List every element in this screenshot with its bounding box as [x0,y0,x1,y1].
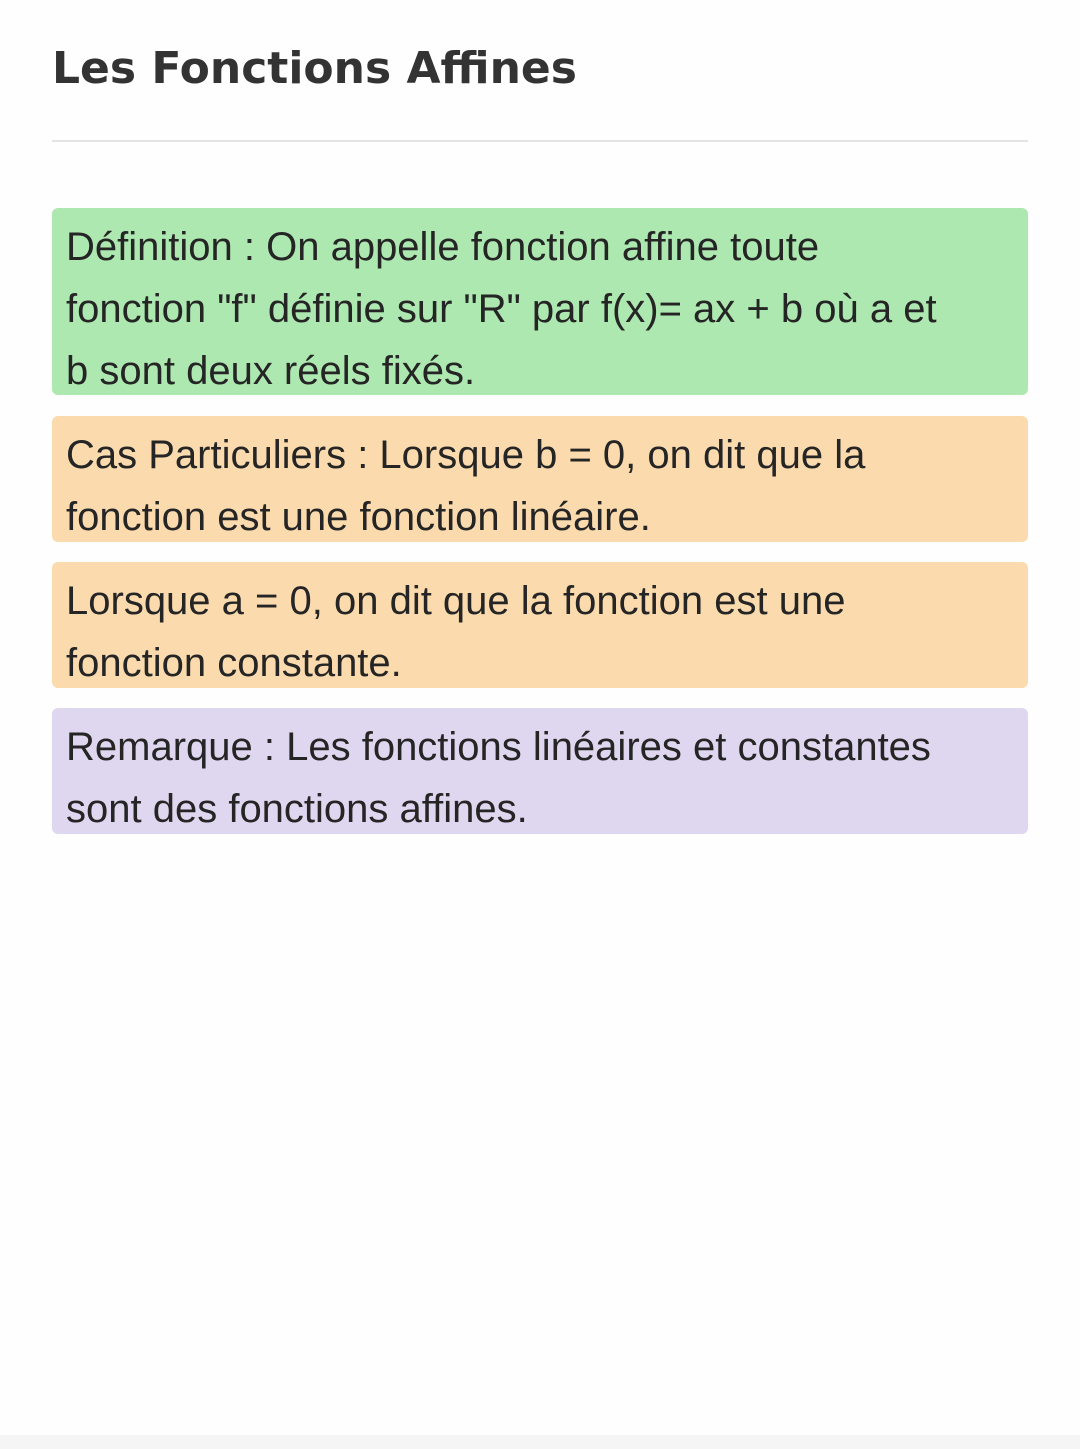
cas-constante-line: Lorsque a = 0, on dit que la fonction est une [66,579,846,623]
remarque-line: Remarque : Les fonctions linéaires et constantes [66,725,931,769]
title-divider [52,140,1028,142]
definition-line: b sont deux réels fixés. [66,349,476,393]
page-title: Les Fonctions Affines [52,43,577,94]
cas-particuliers-line: fonction est une fonction linéaire. [66,495,651,539]
remarque-block [52,708,1028,834]
definition-line: Définition : On appelle fonction affine toute [66,225,820,269]
cas-particuliers-line: Cas Particuliers : Lorsque b = 0, on dit que la [66,433,866,477]
bottom-edge [0,1435,1080,1449]
cas-constante-line: fonction constante. [66,641,402,685]
definition-block [52,208,1028,395]
cas-particuliers-block [52,416,1028,542]
definition-line: fonction "f" définie sur "R" par f(x)= ax + b où a et [66,287,937,331]
remarque-line: sont des fonctions affines. [66,787,528,831]
cas-constante-block [52,562,1028,688]
